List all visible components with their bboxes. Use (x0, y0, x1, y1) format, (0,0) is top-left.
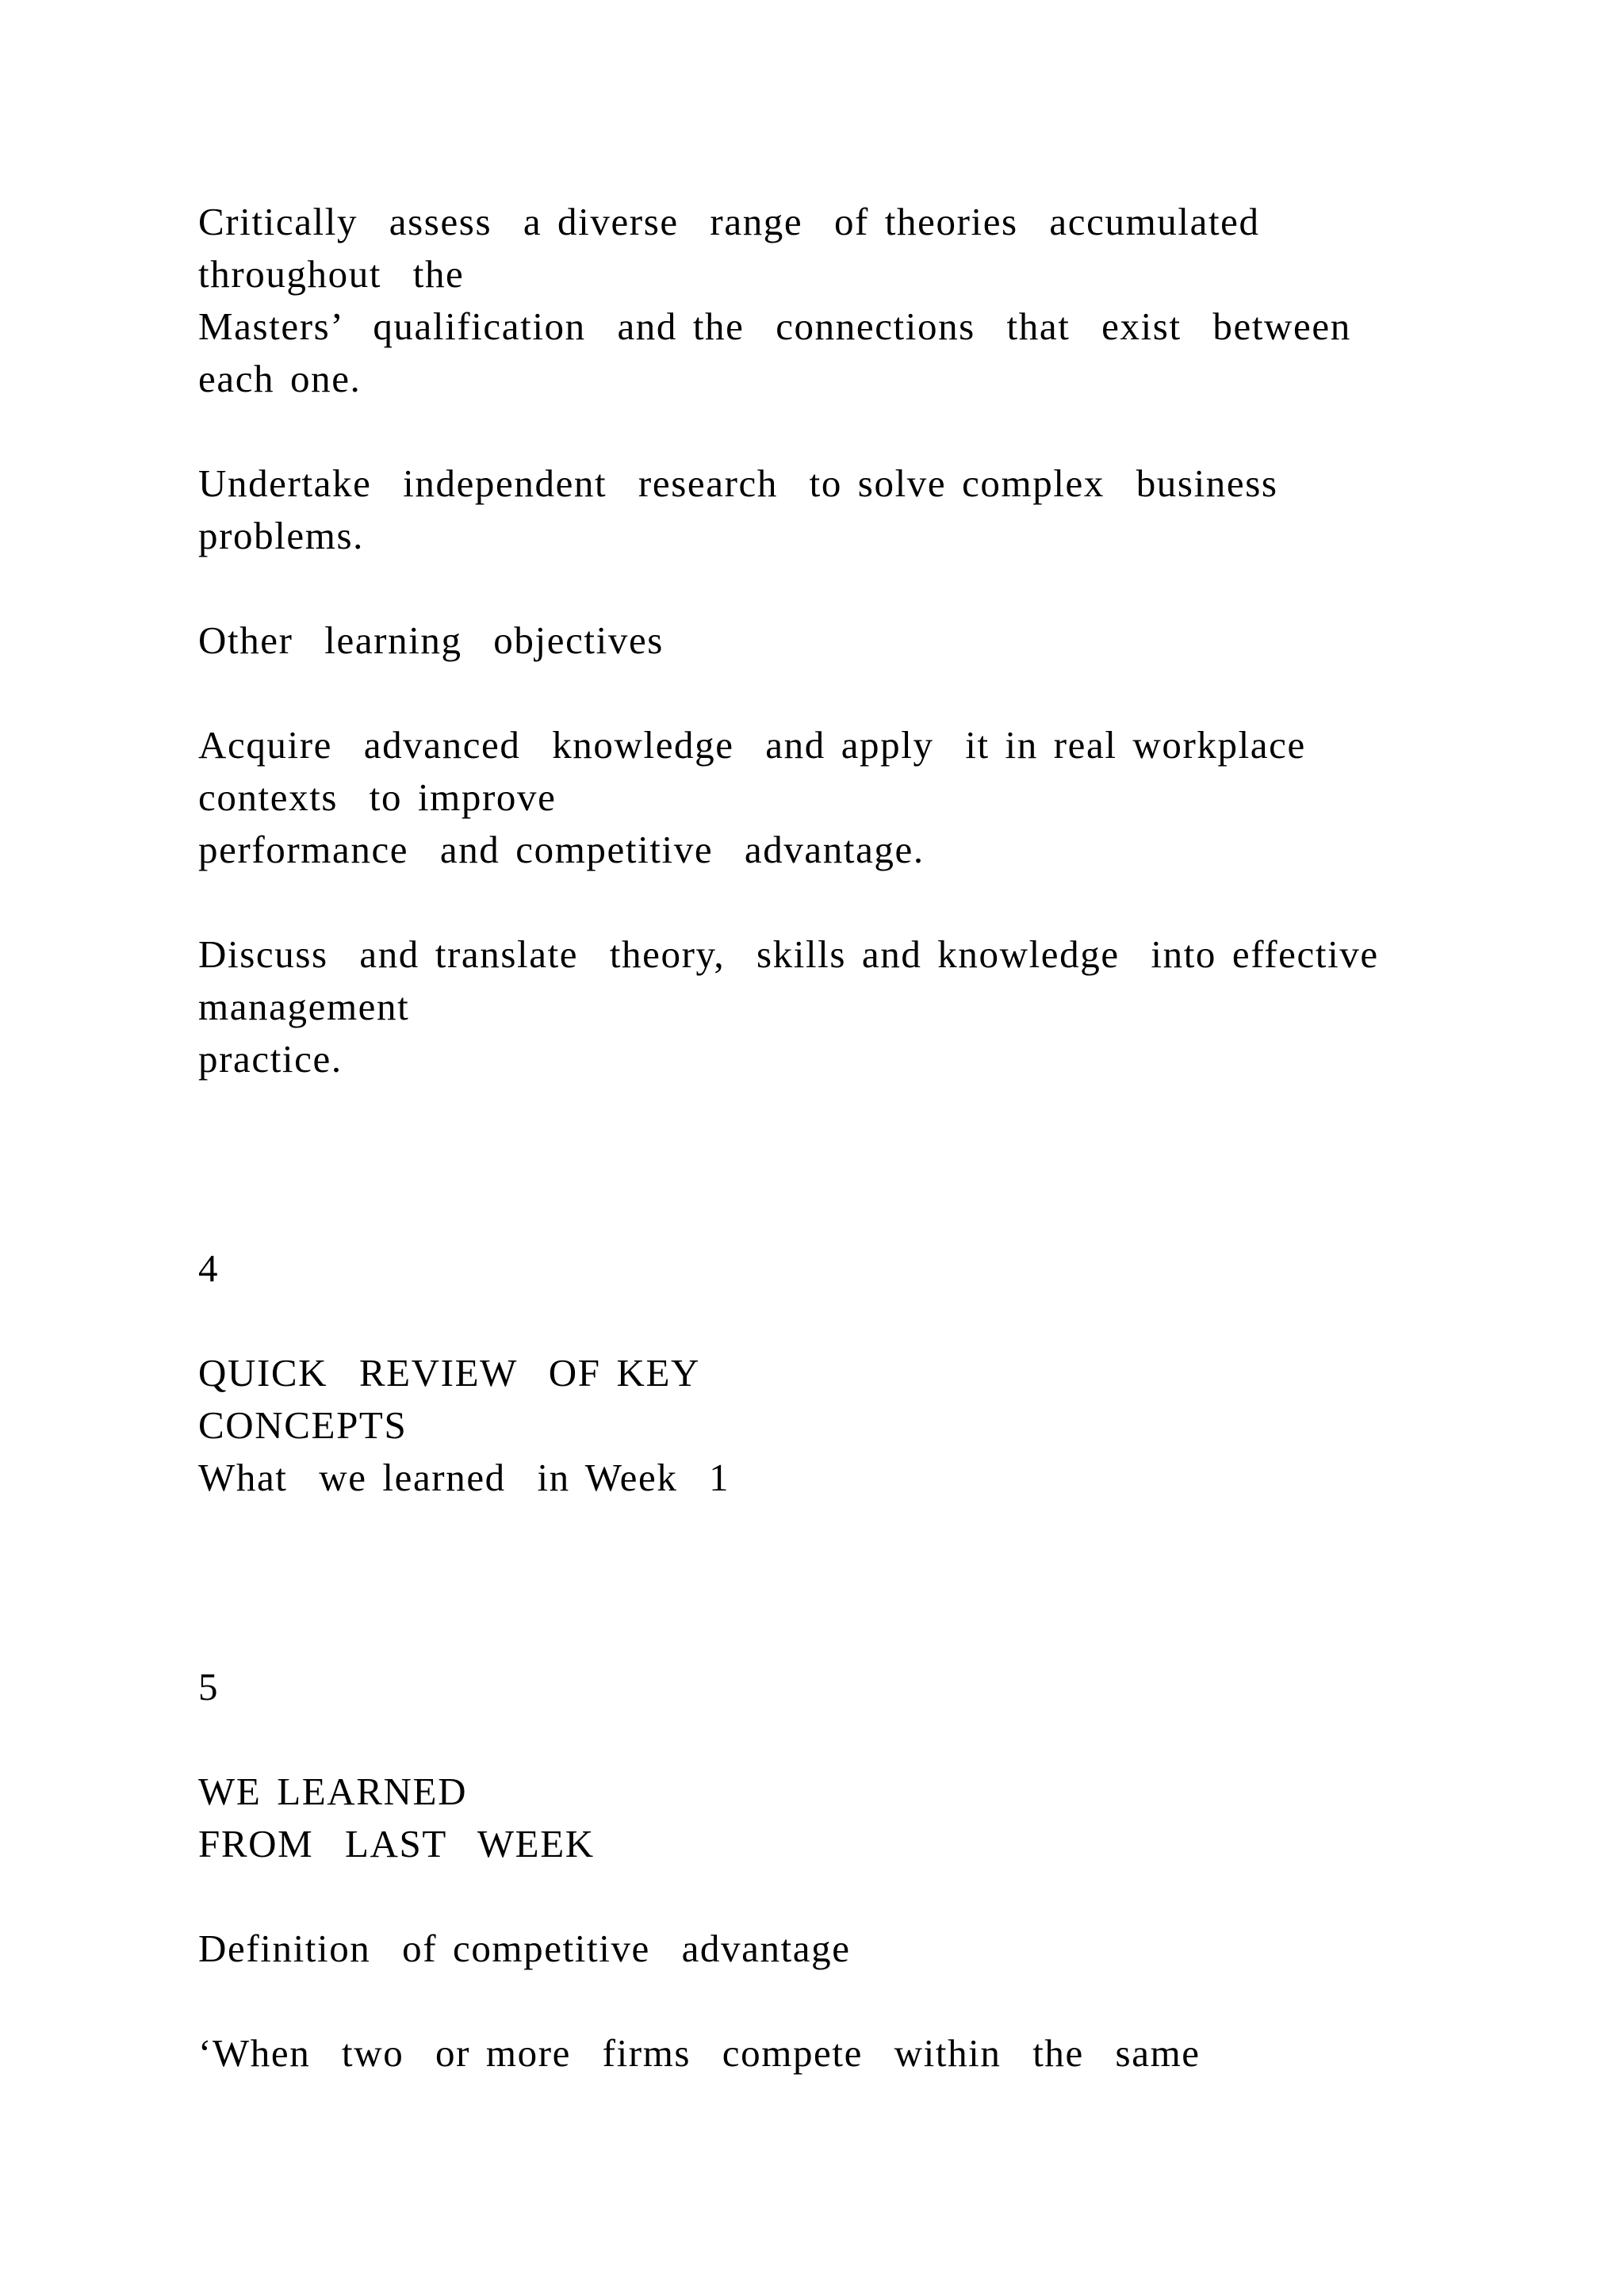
text-line: performance and competitive advantage. (198, 828, 925, 871)
slide-number: 4 (198, 1246, 220, 1290)
text-line: each one. (198, 357, 362, 400)
text-line: throughout the (198, 252, 465, 296)
slide-number: 5 (198, 1665, 220, 1709)
text-line: problems. (198, 514, 365, 557)
text-line: Acquire advanced knowledge and apply it in real workplace (198, 723, 1306, 767)
text-line: ‘When two or more firms compete within the same (198, 2031, 1201, 2075)
text-line: What we learned in Week 1 (198, 1456, 730, 1499)
text-line: management (198, 985, 410, 1028)
text-line: contexts to improve (198, 775, 557, 819)
text-line: Definition of competitive advantage (198, 1927, 851, 1970)
slide-heading: QUICK REVIEW OF KEY (198, 1351, 700, 1395)
section-heading: Other learning objectives (198, 618, 664, 662)
text-line: Undertake independent research to solve complex business (198, 461, 1278, 505)
slide-heading: WE LEARNED (198, 1770, 468, 1813)
slide-heading: CONCEPTS (198, 1403, 408, 1447)
text-line: Critically assess a diverse range of theories accumulated (198, 200, 1260, 243)
text-line: Discuss and translate theory, skills and knowledge into effective (198, 932, 1379, 976)
text-line: Masters’ qualification and the connections that exist between (198, 304, 1351, 348)
text-line: practice. (198, 1037, 343, 1081)
slide-heading: FROM LAST WEEK (198, 1822, 595, 1866)
